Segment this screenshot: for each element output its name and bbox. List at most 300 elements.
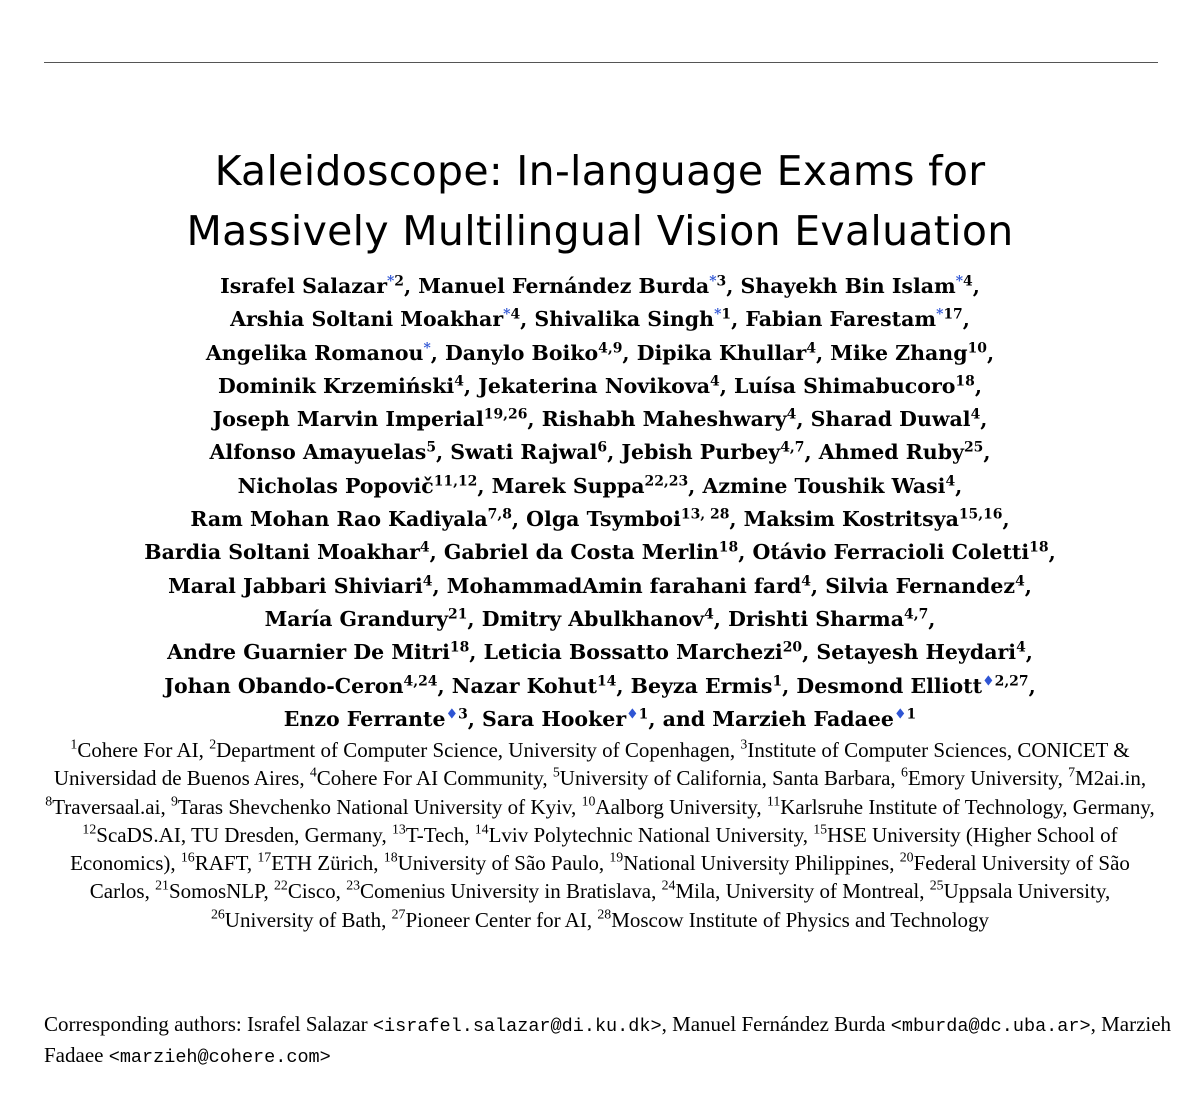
author-affiliation-marker [446, 706, 468, 722]
author-affiliation-marker [426, 440, 436, 456]
affiliation-number: 4,7 [780, 439, 805, 456]
separator: , [802, 640, 817, 665]
affiliation-number: 3 [740, 736, 748, 752]
author-affiliation-marker [783, 640, 802, 656]
affiliation-item [310, 766, 553, 790]
author-name: Nicholas Popovič [237, 473, 434, 498]
corresponding-name-1: Israfel Salazar [246, 1012, 373, 1036]
separator: , [616, 673, 631, 698]
affiliation-number: 4 [1016, 639, 1026, 656]
author-name: MohammadAmin farahani fard [446, 573, 802, 598]
author-name: Mike Zhang [830, 340, 968, 365]
separator: , [955, 473, 963, 498]
equal-contribution-mark[interactable]: * [503, 306, 511, 323]
equal-contribution-mark[interactable]: * [423, 339, 431, 356]
affiliation-number: 20 [899, 849, 914, 865]
separator: , [404, 274, 419, 298]
affiliation-text: Lviv Polytechnic National University, [488, 822, 814, 847]
author-affiliation-marker [681, 506, 730, 522]
author-affiliation-marker [423, 340, 430, 356]
affiliation-number: 11,12 [433, 473, 478, 490]
affiliation-text: ScaDS.AI, TU Dresden, Germany, [96, 822, 392, 847]
author-affiliation-marker [503, 307, 520, 323]
affiliation-text: T-Tech, [405, 822, 475, 847]
senior-author-mark[interactable]: ♦ [626, 706, 639, 723]
separator: , [527, 407, 542, 432]
author-affiliation-marker [959, 506, 1003, 522]
author-line [30, 536, 1170, 569]
affiliation-number: 18 [449, 639, 470, 656]
affiliation-number: 11 [766, 793, 781, 809]
equal-contribution-mark[interactable]: * [936, 306, 944, 323]
author-affiliation-marker [450, 640, 469, 656]
author-affiliation-marker [955, 373, 974, 389]
author-line [30, 570, 1170, 603]
affiliation-number: 4,9 [598, 339, 623, 356]
author-affiliation-marker [626, 706, 648, 722]
author-list [30, 270, 1170, 736]
corresponding-authors [44, 1010, 1174, 1072]
author-affiliation-marker [597, 440, 607, 456]
author-affiliation-marker [787, 407, 797, 423]
separator: , [429, 540, 444, 565]
affiliation-number: 1 [772, 672, 783, 689]
affiliation-number: 17 [943, 306, 963, 323]
affiliation-text: Cohere For AI, [77, 738, 210, 762]
separator: , [738, 540, 753, 565]
affiliation-item [82, 823, 392, 847]
author-name: Dmitry Abulkhanov [481, 606, 705, 631]
corresponding-name-2: Manuel Fernández Burda [672, 1012, 891, 1036]
affiliation-number: 7 [1068, 764, 1076, 780]
author-line [30, 436, 1170, 469]
author-line [30, 670, 1170, 703]
affiliation-number: 12 [82, 821, 97, 837]
affiliation-number: 4 [786, 406, 797, 423]
author-line [30, 337, 1170, 370]
affiliation-item [45, 795, 171, 819]
separator: , [477, 473, 492, 498]
affiliation-item [181, 851, 257, 875]
affiliation-text: Traversaal.ai, [52, 794, 171, 819]
author-affiliation-marker [404, 673, 438, 689]
affiliation-number: 4 [963, 273, 973, 290]
affiliation-text: Moscow Institute of Physics and Technology [611, 907, 990, 932]
separator: , [974, 373, 982, 398]
separator: , [436, 440, 451, 465]
author-line [30, 303, 1170, 336]
affiliation-number: 6 [900, 764, 908, 780]
affiliations [40, 736, 1160, 934]
author-name: Shivalika Singh [534, 307, 715, 332]
author-name: Gabriel da Costa Merlin [443, 540, 719, 565]
separator: , [688, 473, 703, 498]
affiliation-text: Pioneer Center for AI, [405, 907, 598, 932]
affiliation-text: Taras Shevchenko National University of Kyiv, [177, 794, 582, 819]
affiliation-text: RAFT, [194, 851, 258, 876]
affiliation-number: 21 [448, 606, 468, 623]
affiliation-item [211, 908, 392, 932]
author-affiliation-marker [936, 307, 963, 323]
author-name: Maksim Kostritsya [743, 507, 959, 532]
author-line [30, 503, 1170, 536]
author-affiliation-marker [454, 373, 464, 389]
affiliation-number: 19 [609, 849, 624, 865]
author-affiliation-marker [387, 273, 404, 289]
author-line [30, 636, 1170, 669]
affiliation-number: 4 [945, 473, 956, 490]
affiliation-number: 10 [581, 793, 596, 809]
separator: , [463, 373, 479, 398]
author-name: Nazar Kohut [451, 673, 597, 698]
author-affiliation-marker [704, 606, 714, 622]
separator: , [469, 640, 484, 665]
author-affiliation-marker [780, 440, 804, 456]
separator: , [719, 373, 735, 398]
affiliation-number: 23 [346, 878, 361, 894]
author-name: Johan Obando-Ceron [164, 673, 404, 698]
affiliation-number: 4 [419, 539, 430, 556]
affiliation-number: 4 [710, 373, 720, 390]
affiliation-number: 2 [209, 736, 217, 752]
separator: , [1048, 540, 1056, 565]
affiliation-number: 16 [180, 849, 195, 865]
author-affiliation-marker [904, 606, 928, 622]
separator: , [731, 307, 746, 332]
affiliation-item [155, 879, 274, 903]
separator: , [796, 407, 811, 432]
author-affiliation-marker [956, 273, 973, 289]
affiliation-number: 18 [383, 849, 398, 865]
affiliation-number: 4 [422, 573, 433, 590]
affiliation-number: 18 [955, 373, 975, 390]
separator: , [983, 440, 991, 465]
author-name: Ahmed Ruby [818, 440, 964, 465]
affiliation-number: 14 [474, 821, 489, 837]
separator: , [1028, 673, 1036, 698]
author-affiliation-marker [488, 506, 512, 522]
author-name: Drishti Sharma [728, 606, 905, 631]
affiliation-text: ETH Zürich, [271, 851, 384, 876]
separator: , [1090, 1012, 1102, 1036]
corresponding-name-3: Marzieh Fadaee [44, 1012, 1172, 1067]
email-link-1[interactable]: <israfel.salazar@di.ku.dk> [372, 1016, 662, 1037]
author-affiliation-marker [714, 307, 731, 323]
affiliation-item [582, 795, 767, 819]
author-name: Beyza Ermis [630, 673, 773, 698]
affiliation-number: 4 [806, 339, 817, 356]
author-name: Maral Jabbari Shiviari [168, 573, 423, 598]
author-affiliation-marker [598, 340, 622, 356]
separator: , [782, 673, 797, 698]
affiliation-number: 21 [155, 878, 169, 894]
author-affiliation-marker [434, 473, 478, 489]
affiliation-number: 25 [929, 878, 944, 894]
affiliation-number: 3 [458, 706, 468, 723]
affiliation-number: 2,27 [994, 672, 1029, 689]
affiliation-number: 17 [257, 849, 272, 865]
affiliation-number: 1 [638, 706, 649, 723]
affiliation-number: 1 [906, 706, 917, 723]
author-name: María Grandury [264, 606, 448, 631]
affiliation-number: 18 [1029, 539, 1049, 556]
affiliation-number: 4 [970, 406, 981, 423]
separator: , [432, 573, 447, 598]
author-name: Jebish Purbey [621, 440, 781, 465]
author-name: Joseph Marvin Imperial [212, 407, 484, 432]
affiliation-number: 26 [210, 906, 225, 922]
affiliation-number: 1 [721, 306, 732, 323]
affiliation-number: 4 [309, 764, 317, 780]
author-name: Otávio Ferracioli Coletti [752, 540, 1030, 565]
affiliation-number: 15 [813, 821, 828, 837]
affiliation-item [346, 879, 661, 903]
separator: , [980, 407, 988, 432]
author-line [30, 703, 1170, 736]
senior-author-mark[interactable]: ♦ [982, 672, 995, 689]
author-name: Dipika Khullar [636, 340, 807, 365]
equal-contribution-mark[interactable]: * [387, 273, 395, 290]
author-affiliation-marker [597, 673, 616, 689]
affiliation-item [475, 823, 814, 847]
author-affiliation-marker [1029, 540, 1048, 556]
affiliation-number: 20 [782, 639, 803, 656]
author-affiliation-marker [982, 673, 1028, 689]
affiliation-item [257, 851, 383, 875]
affiliation-text: Comenius University in Bratislava, [360, 879, 662, 904]
affiliation-item [70, 738, 209, 762]
author-name: Enzo Ferrante [283, 706, 446, 731]
affiliation-number: 22 [273, 878, 288, 894]
affiliation-number: 25 [963, 439, 984, 456]
author-name: Silvia Fernandez [825, 573, 1016, 598]
affiliation-text: University of Bath, [224, 907, 392, 932]
corresponding-label: Corresponding authors: [44, 1012, 247, 1036]
author-affiliation-marker [420, 540, 430, 556]
affiliation-item [384, 851, 610, 875]
affiliation-number: 6 [597, 439, 608, 456]
author-affiliation-marker [710, 373, 720, 389]
author-name: Marek Suppa [491, 473, 645, 498]
affiliation-item [767, 795, 1155, 819]
author-name: Dominik Krzemiński [218, 373, 455, 398]
affiliation-item [392, 908, 598, 932]
separator: , [437, 673, 452, 698]
affiliation-text: Federal University of São Carlos, [89, 851, 1130, 904]
separator: , [511, 507, 527, 532]
author-line [30, 270, 1170, 303]
separator: , [467, 706, 483, 731]
title-line-2: Massively Multilingual Vision Evaluation [186, 207, 1014, 256]
author-affiliation-marker [894, 706, 916, 722]
separator: , [986, 340, 995, 365]
equal-contribution-mark[interactable]: * [955, 273, 964, 290]
affiliation-item [274, 879, 346, 903]
affiliation-number: 13 [391, 821, 406, 837]
affiliation-number: 4,7 [904, 606, 929, 623]
affiliation-text: SomosNLP, [168, 879, 274, 904]
author-affiliation-marker [423, 573, 433, 589]
affiliation-number: 9 [170, 793, 178, 809]
affiliation-number: 3 [716, 273, 727, 290]
author-line [30, 370, 1170, 403]
affiliation-item [930, 879, 1110, 903]
author-affiliation-marker [709, 273, 726, 289]
affiliation-number: 19,26 [483, 406, 528, 423]
affiliation-text: Aalborg University, [595, 794, 767, 819]
author-affiliation-marker [719, 540, 738, 556]
author-name: Marzieh Fadaee [712, 706, 894, 731]
affiliation-number: 18 [718, 539, 739, 556]
author-name: Bardia Soltani Moakhar [144, 540, 420, 565]
affiliation-text: M2ai.in, [1075, 766, 1147, 791]
separator: , [622, 340, 637, 365]
separator: , [804, 440, 819, 465]
equal-contribution-mark[interactable]: * [709, 273, 717, 290]
author-name: Danylo Boiko [445, 340, 599, 365]
author-name: Jekaterina Novikova [478, 373, 711, 398]
affiliation-text: Uppsala University, [943, 879, 1111, 904]
author-name: Sharad Duwal [810, 407, 971, 432]
separator: , and [648, 706, 713, 731]
author-affiliation-marker [801, 573, 811, 589]
author-name: Alfonso Amayuelas [209, 440, 427, 465]
author-affiliation-marker [1015, 573, 1025, 589]
author-affiliation-marker [971, 407, 981, 423]
affiliation-item [209, 738, 740, 762]
author-affiliation-marker [772, 673, 782, 689]
author-name: Leticia Bossatto Marchezi [483, 640, 783, 665]
separator: , [972, 274, 980, 298]
separator: , [928, 606, 936, 631]
header-rule [44, 62, 1158, 63]
affiliation-text: University of California, Santa Barbara, [559, 766, 901, 791]
separator: , [1002, 507, 1010, 532]
affiliation-text: National University Philippines, [623, 851, 900, 876]
author-name: Azmine Toushik Wasi [702, 473, 946, 498]
separator: , [607, 440, 622, 465]
affiliation-item [1068, 766, 1146, 790]
separator: , [713, 606, 729, 631]
author-affiliation-marker [1016, 640, 1026, 656]
author-name: Setayesh Heydari [816, 640, 1017, 665]
affiliation-item [662, 879, 930, 903]
affiliation-item [553, 766, 901, 790]
affiliation-number: 27 [391, 906, 406, 922]
author-name: Luísa Shimabucoro [734, 373, 956, 398]
affiliation-number: 4,24 [403, 672, 438, 689]
affiliation-text: Mila, University of Montreal, [675, 879, 930, 904]
affiliation-item [901, 766, 1068, 790]
author-name: Olga Tsymboi [526, 507, 681, 532]
separator: , [816, 340, 831, 365]
affiliation-text: Karlsruhe Institute of Technology, Germany, [780, 794, 1155, 819]
senior-author-mark[interactable]: ♦ [445, 706, 459, 723]
separator: , [467, 606, 482, 631]
affiliation-text: Department of Computer Science, University of Copenhagen, [216, 738, 741, 762]
separator: , [430, 340, 446, 365]
author-affiliation-marker [964, 440, 983, 456]
affiliation-number: 7,8 [487, 506, 512, 523]
affiliation-text: Emory University, [907, 766, 1069, 791]
author-name: Shayekh Bin Islam [740, 274, 956, 298]
author-name: Fabian Farestam [745, 307, 937, 332]
email-link-3[interactable]: <marzieh@cohere.com> [108, 1047, 331, 1068]
author-name: Desmond Elliott [796, 673, 983, 698]
author-affiliation-marker [945, 473, 955, 489]
separator: , [726, 274, 741, 298]
author-affiliation-marker [448, 606, 467, 622]
author-line [30, 470, 1170, 503]
affiliation-item [171, 795, 582, 819]
author-name: Arshia Soltani Moakhar [230, 307, 504, 332]
author-name: Ram Mohan Rao Kadiyala [190, 507, 488, 532]
separator: , [1024, 573, 1032, 598]
author-line [30, 403, 1170, 436]
separator: , [520, 307, 535, 332]
affiliation-number: 5 [426, 439, 437, 456]
author-name: Rishabh Maheshwary [541, 407, 787, 432]
affiliation-number: 4 [1015, 573, 1025, 590]
affiliation-number: 1 [70, 736, 78, 752]
author-name: Swati Rajwal [450, 440, 598, 465]
affiliation-number: 8 [45, 793, 53, 809]
affiliation-item [597, 908, 989, 932]
affiliation-number: 4 [454, 373, 464, 390]
affiliation-item [609, 851, 899, 875]
email-link-2[interactable]: <mburda@dc.uba.ar> [890, 1016, 1091, 1037]
author-name: Angelika Romanou [205, 340, 424, 365]
affiliation-text: University of São Paulo, [397, 851, 610, 876]
author-affiliation-marker [484, 407, 528, 423]
title-line-1: Kaleidoscope: In-language Exams for [214, 147, 986, 196]
separator: , [1025, 640, 1033, 665]
equal-contribution-mark[interactable]: * [714, 306, 722, 323]
author-name: Manuel Fernández Burda [418, 274, 710, 298]
separator: , [661, 1012, 673, 1036]
affiliation-item [392, 823, 475, 847]
affiliation-text: Institute of Computer Sciences, CONICET & Universidad de Buenos Aires, [53, 738, 1130, 791]
affiliation-number: 28 [597, 906, 612, 922]
affiliation-text: HSE University (Higher School of Economics), [70, 822, 1118, 876]
paper-title [0, 141, 1200, 261]
author-name: Sara Hooker [482, 706, 627, 731]
author-affiliation-marker [806, 340, 816, 356]
affiliation-number: 22,23 [644, 473, 689, 490]
separator: , [729, 507, 744, 532]
separator: , [962, 307, 970, 332]
author-name: Israfel Salazar [220, 274, 387, 298]
affiliation-number: 10 [967, 339, 987, 356]
author-line [30, 603, 1170, 636]
affiliation-number: 15,16 [958, 506, 1003, 523]
separator: , [810, 573, 826, 598]
affiliation-number: 2 [394, 273, 404, 290]
affiliation-number: 4 [704, 606, 714, 623]
author-affiliation-marker [645, 473, 689, 489]
affiliation-number: 4 [510, 306, 521, 323]
affiliation-number: 4 [801, 573, 811, 590]
affiliation-text: Cisco, [287, 879, 347, 904]
affiliation-number: 24 [661, 878, 676, 894]
author-name: Andre Guarnier De Mitri [167, 640, 450, 665]
senior-author-mark[interactable]: ♦ [893, 706, 907, 723]
affiliation-number: 14 [596, 672, 617, 689]
author-affiliation-marker [968, 340, 987, 356]
affiliation-number: 13, 28 [680, 506, 730, 523]
affiliation-number: 5 [552, 764, 560, 780]
affiliation-text: Cohere For AI Community, [316, 766, 553, 791]
